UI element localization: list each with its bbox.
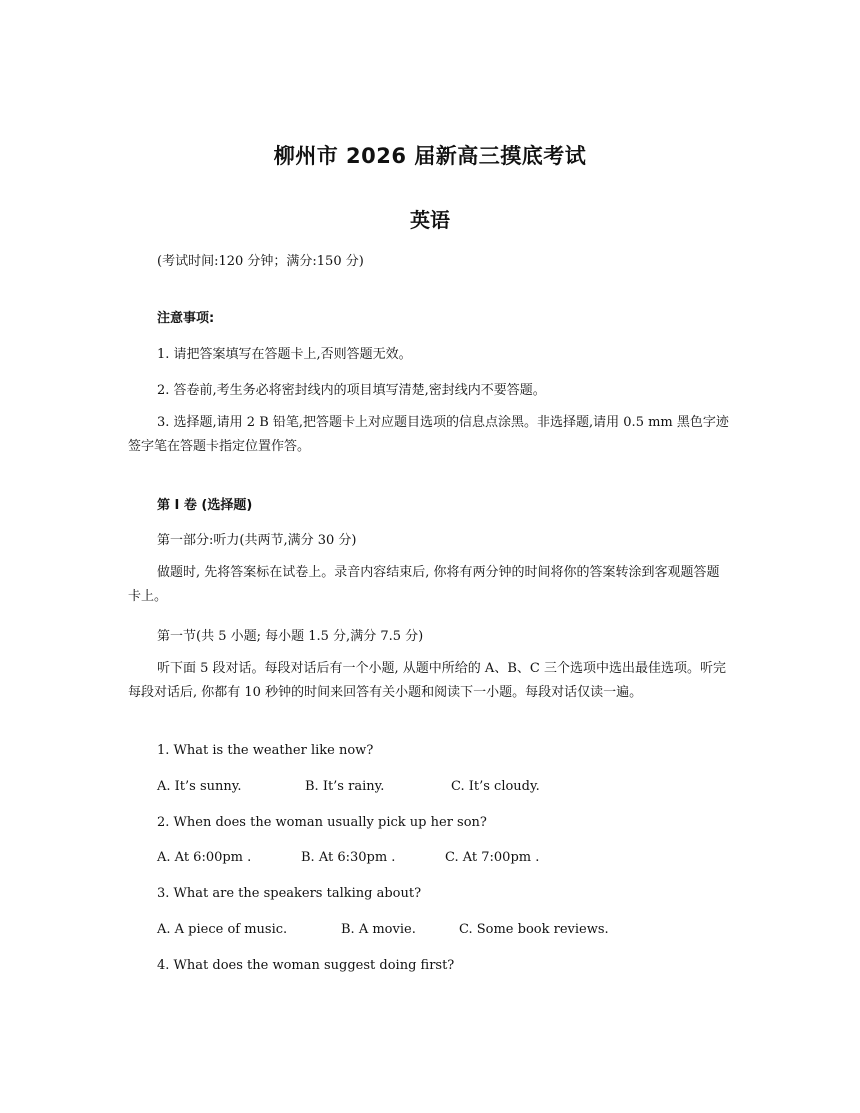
- option-a: A. At 6:00pm .: [157, 850, 252, 865]
- note-item: 1. 请把答案填写在答题卡上,否则答题无效。: [157, 347, 412, 362]
- question-1-options: [157, 779, 540, 794]
- question-2: 2. When does the woman usually pick up her son?: [157, 815, 487, 830]
- option-a: A. It’s sunny.: [157, 779, 242, 794]
- notes-heading: 注意事项:: [157, 311, 215, 326]
- option-c: C. Some book reviews.: [459, 922, 609, 937]
- part-instructions: 做题时, 先将答案标在试卷上。录音内容结束后, 你将有两分钟的时间将你的答案转涂到客观题答题卡上。: [128, 565, 720, 604]
- note-item: 3. 选择题,请用 2 B 铅笔,把答题卡上对应题目选项的信息点涂黑。非选择题,请用 0.5 mm 黑色字迹签字笔在答题卡指定位置作答。: [128, 415, 729, 454]
- option-a: A. A piece of music.: [157, 922, 288, 937]
- subject-title: 英语: [410, 208, 450, 232]
- note-item: 2. 答卷前,考生务必将密封线内的项目填写清楚,密封线内不要答题。: [157, 383, 546, 398]
- option-b: B. At 6:30pm .: [301, 850, 396, 865]
- exam-info: (考试时间:120 分钟；满分:150 分): [157, 254, 364, 269]
- option-c: C. At 7:00pm .: [445, 850, 540, 865]
- volume-title: 第 I 卷 (选择题): [157, 498, 253, 513]
- option-c: C. It’s cloudy.: [451, 779, 540, 794]
- exam-title: 柳州市 2026 届新高三摸底考试: [273, 144, 587, 168]
- sub-section-title: 第一节(共 5 小题; 每小题 1.5 分,满分 7.5 分): [157, 629, 424, 644]
- question-4: 4. What does the woman suggest doing first?: [157, 958, 455, 973]
- question-3-options: [157, 922, 609, 937]
- option-b: B. It’s rainy.: [305, 779, 385, 794]
- sub-section-instructions: 听下面 5 段对话。每段对话后有一个小题, 从题中所给的 A、B、C 三个选项中选出最佳选项。听完每段对话后, 你都有 10 秒钟的时间来回答有关小题和阅读下一小题。每段对话仅读一遍。: [128, 661, 726, 700]
- question-1: 1. What is the weather like now?: [157, 743, 374, 758]
- option-b: B. A movie.: [341, 922, 416, 937]
- part-title: 第一部分:听力(共两节,满分 30 分): [157, 533, 357, 548]
- question-2-options: [157, 850, 539, 865]
- question-3: 3. What are the speakers talking about?: [157, 886, 422, 901]
